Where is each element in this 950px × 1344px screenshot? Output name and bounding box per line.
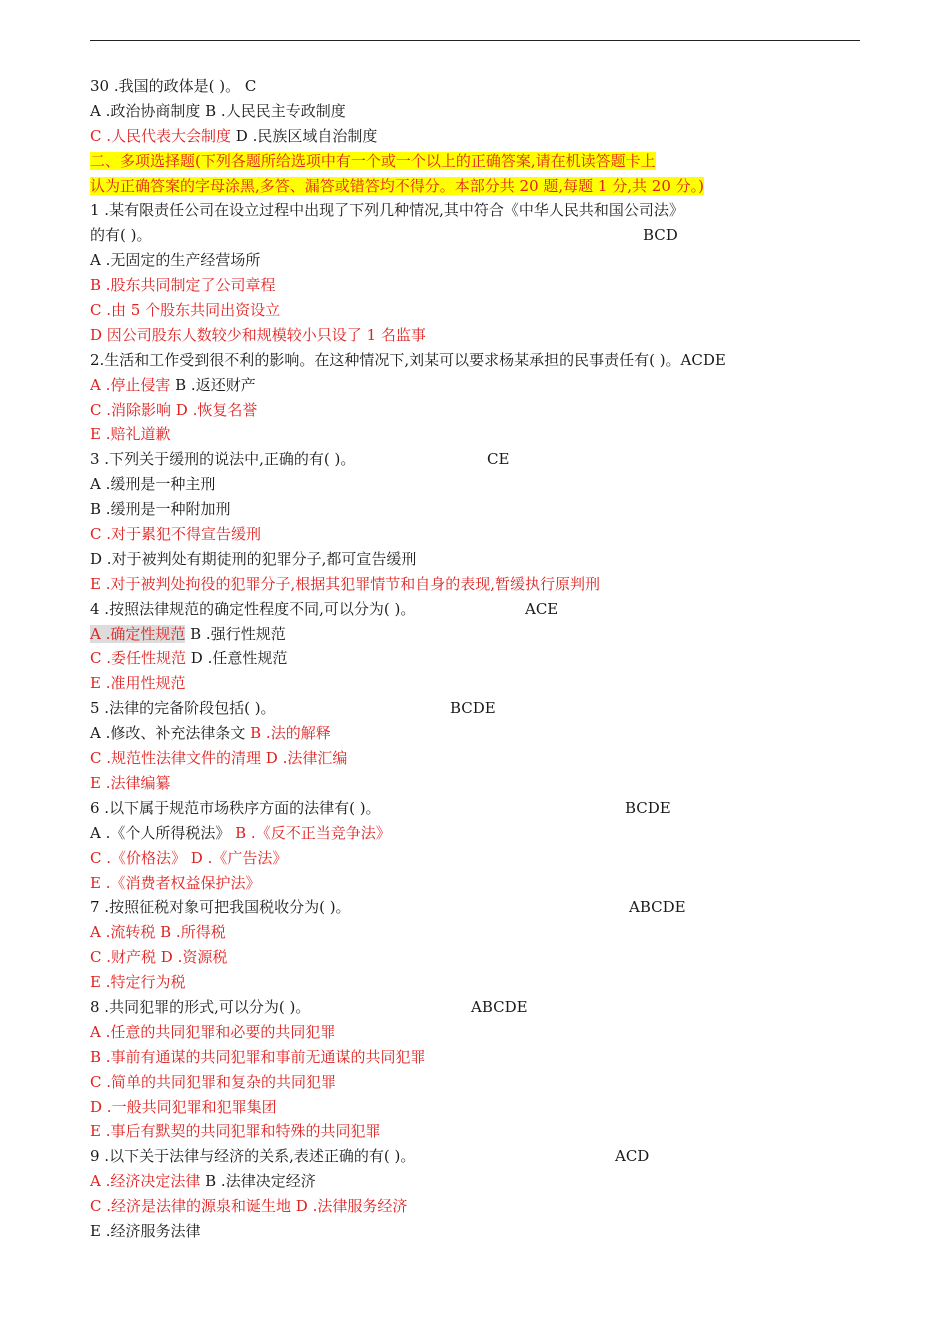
text-segment: 认为正确答案的字母涂黑,多答、漏答或错答均不得分。本部分共 20 题,每题 1 分,共 20 分。) — [90, 176, 704, 195]
text-segment: A .任意的共同犯罪和必要的共同犯罪 — [90, 1022, 336, 1041]
text-segment: B .返还财产 — [170, 375, 256, 394]
text-line — [90, 298, 870, 323]
text-segment: A .无固定的生产经营场所 — [90, 251, 261, 270]
text-segment: B .缓刑是一种附加刑 — [90, 500, 231, 519]
text-line — [90, 995, 870, 1020]
text-segment: E .对于被判处拘役的犯罪分子,根据其犯罪情节和自身的表现,暂缓执行原判刑 — [90, 574, 601, 593]
text-segment: C .由 5 个股东共同出资设立 — [90, 301, 281, 320]
text-segment: 30 .我国的政体是( )。 C — [90, 77, 257, 95]
text-line — [90, 447, 870, 472]
text-segment: C .简单的共同犯罪和复杂的共同犯罪 — [90, 1072, 337, 1091]
text-segment: C .对于累犯不得宣告缓刑 — [90, 525, 262, 544]
text-line — [90, 871, 870, 896]
text-segment: E .特定行为税 — [90, 973, 186, 992]
text-segment: C .消除影响 D .恢复名誉 — [90, 400, 258, 419]
text-segment: D .一般共同犯罪和犯罪集团 — [90, 1097, 277, 1116]
text-segment: E .赔礼道歉 — [90, 425, 171, 444]
text-line — [90, 796, 870, 821]
answer-key: CE — [487, 450, 510, 469]
text-line — [90, 1045, 870, 1070]
text-line — [90, 746, 870, 771]
text-line — [90, 771, 870, 796]
text-line — [90, 323, 870, 348]
text-segment: A .政治协商制度 B .人民民主专政制度 — [90, 101, 346, 120]
document-body — [90, 74, 870, 1244]
text-segment: 8 .共同犯罪的形式,可以分为( )。 — [90, 997, 311, 1016]
text-segment: 9 .以下关于法律与经济的关系,表述正确的有( )。 — [90, 1147, 416, 1166]
text-segment: E .事后有默契的共同犯罪和特殊的共同犯罪 — [90, 1122, 381, 1141]
text-segment: B .法的解释 — [245, 724, 331, 743]
text-line — [90, 1070, 870, 1095]
text-segment: A .流转税 B .所得税 — [90, 923, 226, 942]
text-segment: C .人民代表大会制度 — [90, 126, 232, 145]
text-segment: 6 .以下属于规范市场秩序方面的法律有( )。 — [90, 798, 381, 817]
text-segment: 1 .某有限责任公司在设立过程中出现了下列几种情况,其中符合《中华人民共和国公司法》 — [90, 201, 684, 220]
text-segment: 的有( )。 — [90, 226, 152, 245]
text-line — [90, 547, 870, 572]
text-line — [90, 1169, 870, 1194]
answer-key: ACE — [525, 599, 559, 618]
answer-key: ABCDE — [471, 997, 528, 1016]
text-segment: A .缓刑是一种主刑 — [90, 475, 216, 494]
text-segment: D .民族区域自治制度 — [231, 126, 378, 145]
text-line — [90, 572, 870, 597]
text-line — [90, 970, 870, 995]
text-segment: A .停止侵害 — [90, 375, 171, 394]
text-segment: 7 .按照征税对象可把我国税收分为( )。 — [90, 898, 351, 917]
text-segment: B .股东共同制定了公司章程 — [90, 276, 276, 295]
text-line — [90, 920, 870, 945]
text-line — [90, 422, 870, 447]
text-segment: C .经济是法律的源泉和诞生地 D .法律服务经济 — [90, 1197, 408, 1216]
text-segment: E .《消费者权益保护法》 — [90, 873, 261, 892]
text-segment: 4 .按照法律规范的确定性程度不同,可以分为( )。 — [90, 599, 416, 618]
text-line — [90, 597, 870, 622]
text-segment: 3 .下列关于缓刑的说法中,正确的有( )。 — [90, 450, 356, 469]
text-segment: 2.生活和工作受到很不利的影响。在这种情况下,刘某可以要求杨某承担的民事责任有( )。ACDE — [90, 350, 726, 369]
text-line — [90, 198, 870, 223]
text-segment: B .法律决定经济 — [200, 1172, 316, 1191]
text-line — [90, 124, 870, 149]
text-line — [90, 99, 870, 124]
text-line — [90, 646, 870, 671]
answer-key: BCDE — [625, 798, 671, 817]
text-line — [90, 895, 870, 920]
text-segment: C .财产税 D .资源税 — [90, 948, 228, 967]
text-segment: B .事前有通谋的共同犯罪和事前无通谋的共同犯罪 — [90, 1047, 426, 1066]
text-segment: C .规范性法律文件的清理 D .法律汇编 — [90, 749, 348, 768]
text-line — [90, 1119, 870, 1144]
text-segment: A .经济决定法律 — [90, 1172, 201, 1191]
answer-key: ACD — [615, 1147, 650, 1166]
text-segment: E .法律编纂 — [90, 773, 171, 792]
text-line — [90, 522, 870, 547]
text-line — [90, 273, 870, 298]
text-segment: D .任意性规范 — [186, 649, 288, 668]
text-line — [90, 696, 870, 721]
text-line — [90, 74, 870, 99]
text-line — [90, 671, 870, 696]
text-line — [90, 1095, 870, 1120]
text-line — [90, 945, 870, 970]
text-line — [90, 821, 870, 846]
text-segment: D .对于被判处有期徒刑的犯罪分子,都可宣告缓刑 — [90, 549, 417, 568]
text-line — [90, 721, 870, 746]
text-segment: E .经济服务法律 — [90, 1221, 201, 1240]
text-segment: D 因公司股东人数较少和规模较小只设了 1 名监事 — [90, 325, 426, 344]
text-segment: B .《反不正当竞争法》 — [230, 823, 391, 842]
text-line — [90, 373, 870, 398]
text-line — [90, 497, 870, 522]
text-line — [90, 149, 870, 174]
text-line — [90, 472, 870, 497]
answer-key: ABCDE — [629, 898, 686, 917]
text-segment: A .《个人所得税法》 — [90, 823, 231, 842]
answer-key: BCD — [643, 226, 678, 245]
text-line — [90, 1144, 870, 1169]
text-line — [90, 398, 870, 423]
text-line — [90, 223, 870, 248]
text-segment: B .强行性规范 — [185, 624, 286, 643]
text-segment: E .准用性规范 — [90, 674, 186, 693]
answer-key: BCDE — [450, 699, 496, 718]
text-line — [90, 622, 870, 647]
text-line — [90, 1020, 870, 1045]
header-rule — [90, 40, 860, 41]
text-line — [90, 1219, 870, 1244]
text-line — [90, 1194, 870, 1219]
text-segment: 二、多项选择题(下列各题所给选项中有一个或一个以上的正确答案,请在机读答题卡上 — [90, 151, 656, 170]
text-line — [90, 348, 870, 373]
text-segment: C .《价格法》 D .《广告法》 — [90, 848, 288, 867]
text-segment: A .确定性规范 — [90, 624, 186, 643]
text-segment: 5 .法律的完备阶段包括( )。 — [90, 699, 276, 718]
text-segment: C .委任性规范 — [90, 649, 187, 668]
text-segment: A .修改、补充法律条文 — [90, 724, 246, 743]
text-line — [90, 174, 870, 199]
text-line — [90, 846, 870, 871]
text-line — [90, 248, 870, 273]
